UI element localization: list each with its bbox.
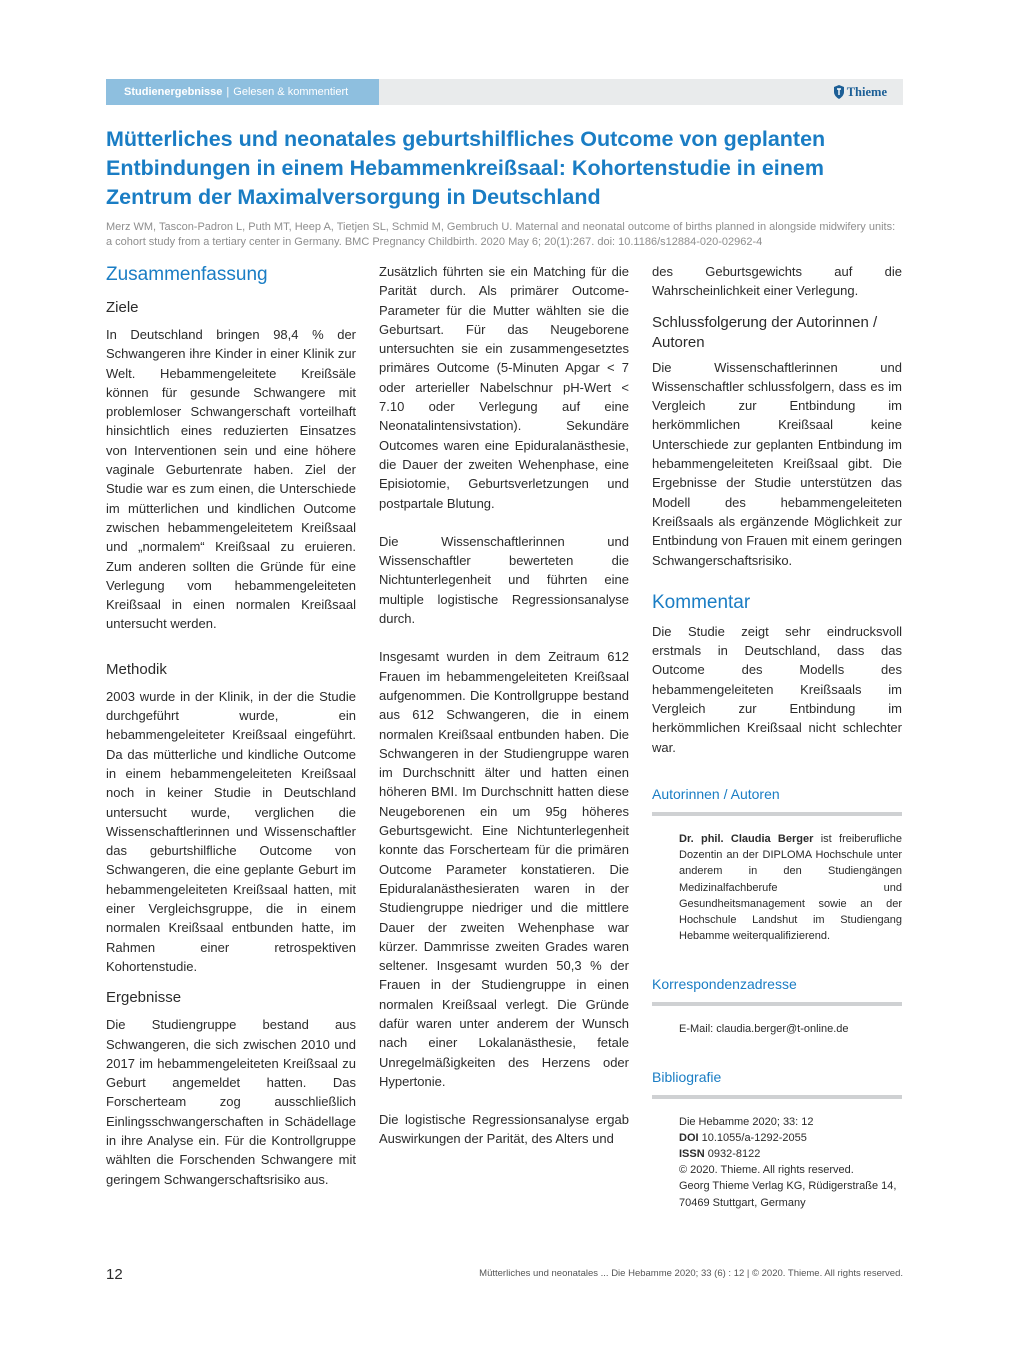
issn-line — [679, 1146, 902, 1162]
correspondence-heading: Korrespondenzadresse — [652, 976, 797, 993]
ergebnisse-heading: Ergebnisse — [106, 989, 182, 1007]
methodik-text: 2003 wurde in der Klinik, in der die Studie durchgeführt wurde, ein hebammengeleiteter Kreißsaal eingeführt. Da das mütterliche und kindliche Outcome in einem hebammengeleiteten Kreißsaal noch in keiner Studie in Deutschland untersucht wurde, verglichen die Wissenschaftlerinnen und Wissenschaftler das geburtshilfliche Outcome von Schwangeren, die eine geplante Geburt im hebammengeleiteten Kreißsaal hatten, mit einer Vergleichsgruppe, die in einem normalen Kreißsaal entbunden hatte, im Rahmen einer retrospektiven Kohortenstudie. — [106, 688, 356, 974]
section-separator: | — [226, 86, 230, 98]
schluss-text: Die Wissenschaftlerinnen und Wissenschaftler schlussfolgern, dass es im Vergleich zur Entbindung im herkömmlichen Kreißsaal keine Unterschiede zur geplanten Entbindung im hebammengeleiteten Kreißsaal gibt. Die Ergebnisse der Studie unterstützen das Modell des hebammengeleiteten Kreißsaals als ergänzende Möglichkeit zur Entbindung von Frauen mit einem geringen Schwangerschaftsrisiko. — [652, 359, 902, 568]
doi-value[interactable]: 10.1055/a-1292-2055 — [701, 1131, 807, 1144]
copyright-line: © 2020. Thieme. All rights reserved. — [679, 1164, 854, 1177]
col2-paragraph-4: Die logistische Regressionsanalyse ergab Auswirkungen der Parität, des Alters und — [379, 1112, 629, 1147]
publisher-line-1: Georg Thieme Verlag KG, Rüdigerstraße 14, — [679, 1180, 897, 1193]
author-bio — [652, 816, 902, 944]
doi-label: DOI — [679, 1131, 699, 1144]
bibliography-section — [652, 1068, 902, 1211]
subsection-label: Gelesen & kommentiert — [233, 86, 349, 98]
schluss-heading: Schlussfolgerung der Autorinnen / Autoren — [652, 313, 878, 351]
publisher-line-2: 70469 Stuttgart, Germany — [679, 1196, 806, 1209]
doi-line — [679, 1130, 902, 1146]
col2-paragraph-2: Die Wissenschaftlerinnen und Wissenschaftler bewerteten die Nichtunterlegenheit und führten eine multiple logistische Regressionsanalyse durch. — [379, 533, 629, 627]
issn-label: ISSN — [679, 1147, 705, 1160]
col3-paragraph-1: des Geburtsgewichts auf die Wahrscheinlichkeit einer Verlegung. — [652, 264, 902, 299]
running-footer: Mütterliches und neonatales ... Die Hebamme 2020; 33 (6) : 12 | © 2020. Thieme. All rights reserved. — [479, 1268, 903, 1279]
section-label: Studienergebnisse — [124, 86, 223, 98]
brand-name: Thieme — [846, 84, 887, 99]
author-name: Dr. phil. Claudia Berger — [679, 832, 814, 845]
article-title: Mütterliches und neonatales geburtshilfliches Outcome von geplanten Entbindungen in einem Hebammenkreißsaal: Kohortenstudie in einem Zentrum der Maximalversorgung in Deutschland — [106, 127, 826, 209]
issn-value: 0932-8122 — [707, 1147, 761, 1160]
bibliography-heading: Bibliografie — [652, 1068, 722, 1085]
methodik-heading: Methodik — [106, 660, 167, 678]
kommentar-heading: Kommentar — [652, 591, 751, 613]
journal-ref: Die Hebamme 2020; 33: 12 — [679, 1115, 814, 1128]
email-address[interactable]: E-Mail: claudia.berger@t-online.de — [679, 1023, 849, 1036]
ergebnisse-text: Die Studiengruppe bestand aus Schwangeren, die sich zwischen 2010 und 2017 im hebammengeleiteten Kreißsaal zu Geburt angemeldet hatten. Das Forscherteam zog ausschließlich Einlingsschwangerschaften in Schädellage in ihre Analyse ein. Für die Kontrollgruppe wählten die Forschenden Schwangere mit geringem Schwangerschaftsrisiko aus. — [106, 1017, 356, 1187]
header-bar — [106, 79, 903, 105]
column-2 — [379, 262, 629, 1149]
ziele-heading: Ziele — [106, 299, 139, 316]
article-citation: Merz WM, Tascon-Padron L, Puth MT, Heep A, Tietjen SL, Schmid M, Gembruch U. Maternal and neonatal outcome of births planned in alongside midwifery units: a cohort study from a tertiary center in Germany. BMC Pregnancy Childbirth. 2020 May 6; 20(1):267. doi: 10.1186/s12884-020-02962-4 — [106, 221, 896, 248]
bibliography-box — [652, 1099, 902, 1211]
ziele-text: In Deutschland bringen 98,4 % der Schwangeren ihre Kinder in einer Klinik zur Welt. Hebammengeleitete Kreißsäle können für gesunde Schwangere mit problemloser Schwangerschaft vorteilhaft hinsichtlich eines reduzierten Einsatzes von Interventionen sein und eine höhere vaginale Geburtenrate haben. Ziel der Studie war es zum einen, die Unterschiede im mütterlichen und kindlichen Outcome zwischen hebammengeleitetem Kreißsaal und „normalem“ Kreißsaal zu eruieren. Zum anderen sollten die Gründe für eine Verlegung vom hebammengeleiteten Kreißsaal in einen normalen Kreißsaal untersucht werden. — [106, 327, 356, 632]
column-1 — [106, 262, 356, 1189]
authors-heading: Autorinnen / Autoren — [652, 785, 780, 802]
col2-paragraph-3: Insgesamt wurden in dem Zeitraum 612 Frauen im hebammengeleiteten Kreißsaal aufgenommen. Die Kontrollgruppe bestand aus 612 Schwangeren, die in einem normalen Kreißsaal entbunden haben. Die Schwangeren in der Studiengruppe waren im Durchschnitt älter und hatten einen höheren BMI. Im Durchschnitt hatten diese Neugeborenen ein um 95g höheres Geburtsgewicht. Eine Nichtunterlegenheit konnte das Forscherteam für die primären Outcome Parameter konstatieren. Die Epiduralanästhesieraten waren in der Studiengruppe niedriger und die mittlere Dauer der zweiten Wehenphase war kürzer. Dammrisse zweiten Grades waren seltener. Insgesamt wurden 50,3 % der Frauen in der Studiengruppe in einen normalen Kreißsaal verlegt. Die Gründe dafür waren unter anderem der Wunsch nach einer Lokalanästhesie, fetale Unregelmäßigkeiten des Herzens oder Hypertonie. — [379, 649, 629, 1089]
page-number: 12 — [106, 1266, 123, 1283]
col2-paragraph-1: Zusätzlich führten sie ein Matching für die Parität durch. Als primärer Outcome-Parameter für die Mutter wählten sie die Geburtsart. Für das Neugeborene untersuchten sie ein zusammengesetztes primäres Outcome (5-Minuten Apgar < 7 oder arterieller Nabelschnur pH-Wert < 7.10 oder Verlegung auf eine Neonatalintensivstation). Sekundäre Outcomes waren eine Epiduralanästhesie, die Dauer der zweiten Wehenphase, eine Episiotomie, Geburtsverletzungen und postpartale Blutung. — [379, 264, 629, 511]
brand-logo — [833, 79, 887, 105]
authors-section — [652, 785, 902, 944]
correspondence-box — [652, 1006, 902, 1037]
correspondence-section — [652, 975, 902, 1037]
section-tab — [106, 79, 379, 105]
column-3 — [652, 262, 902, 1211]
thieme-logo-icon — [833, 85, 845, 99]
summary-heading: Zusammenfassung — [106, 264, 268, 285]
author-description: ist freiberufliche Dozentin an der DIPLOMA Hochschule unter anderem in den Studiengängen Medizinalfachberufe und Gesundheitsmanagement sowie an der Hochschule Landshut im Studiengang Hebamme weiterqualifizierend. — [679, 832, 902, 943]
kommentar-text: Die Studie zeigt sehr eindrucksvoll erstmals in Deutschland, dass das Outcome des Modells des hebammengeleiteten Kreißsaals im Vergleich zur Entbindung im herkömmlichen Kreißsaal nicht schlechter war. — [652, 623, 902, 755]
